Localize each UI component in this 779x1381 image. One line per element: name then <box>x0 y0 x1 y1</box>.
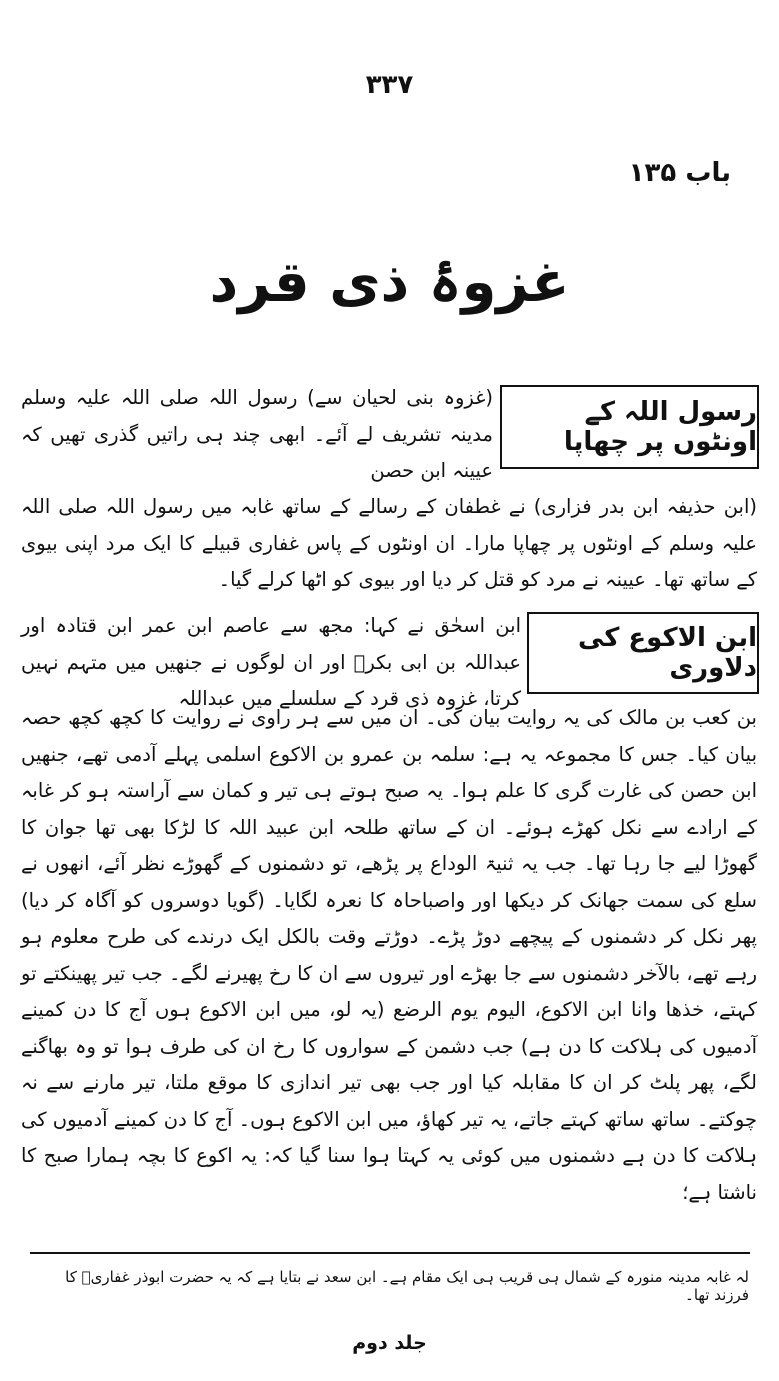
page-title: غزوۂ ذی قرد <box>209 250 570 315</box>
section1-side-text: (غزوہ بنی لحیان سے) رسول اللہ صلی اللہ علیہ وسلم مدینہ تشریف لے آئے۔ ابھی چند ہی راتیں گذری تھیں کہ عیینہ ابن حصن <box>21 386 493 482</box>
chapter-label: باب ۱۳۵ <box>628 158 731 188</box>
section2-body-text: بن کعب بن مالک کی یہ روایت بیان کی۔ ان میں سے ہر راوی نے روایت کا کچھ کچھ حصہ بیان کیا۔ جس کا مجموعہ یہ ہے: سلمہ بن عمرو بن الاکوع اسلمی پہلے آدمی تھے، جنھیں ابن حصن کی غارت گری کا علم ہوا۔ یہ صبح ہوتے ہی تیر و کمان سے آراستہ ہو کر غابہ کے ارادے سے نکل کھڑے ہوئے۔ ان کے ساتھ طلحہ ابن عبید اللہ کا لڑکا بھی تھا جوان کا گھوڑا لیے جا رہا تھا۔ جب یہ ثنیۃ الوداع پر پڑھے، تو دشمنوں کے گھوڑے نظر آئے، انھوں نے سلع کی سمت جھانک کر دیکھا اور واصباحاہ کا نعرہ لگایا۔ (گویا دوسروں کو آگاہ کر دیا) پھر نکل کر دشمنوں کے پیچھے دوڑ پڑے۔ دوڑتے وقت بالکل ایک درندے کی طرح معلوم ہو رہے تھے، بالآخر دشمنوں سے جا بھڑے اور تیروں سے ان کا رخ پھیرنے لگے۔ جب تیر پھینکتے تو کہتے، خذھا وانا ابن الاکوع، الیوم یوم الرضع (یہ لو، میں ابن الاکوع ہوں آج کا دن کمینے آدمیوں کی ہلاکت کا دن ہے) جب دشمن کے سواروں کا رخ ان کی طرف ہوا تو وہ بھاگنے لگے، پھر پلٹ کر ان کا مقابلہ کیا اور جب بھی تیر اندازی کا موقع ملتا، تیر مارنے سے نہ چوکتے۔ ساتھ ساتھ کہتے جاتے، یہ تیر کھاؤ، میں ابن الاکوع ہوں۔ آج کا دن کمینے آدمیوں کی ہلاکت کا دن ہے دشمنوں میں کوئی یہ کہتا ہوا سنا گیا کہ: یہ اکوع کا بچہ ہمارا صبح کا ناشتا ہے؛ <box>21 706 757 1204</box>
footnote-divider <box>30 1252 750 1254</box>
footnote: لہ غابہ مدینہ منورہ کے شمال ہی قریب ہی ایک مقام ہے۔ ابن سعد نے بتایا ہے کہ یہ حضرت ابوذر غفاریؓ کا فرزند تھا۔ <box>65 1268 749 1304</box>
section2-heading-box <box>527 612 759 694</box>
section2-side-text: ابن اسحٰق نے کہا: مجھ سے عاصم ابن عمر ابن قتادہ اور عبداللہ بن ابی بکرؓ اور ان لوگوں نے جنھیں میں متہم نہیں کرتا، غزوہ ذی قرد کے سلسلے میں عبداللہ <box>21 614 521 710</box>
section1-heading-box <box>500 385 759 469</box>
page-number: ۳۳۷ <box>365 70 414 100</box>
section1-heading: رسول اللہ کے اونٹوں پر چھاپا <box>563 397 757 457</box>
section1-body-text: (ابن حذیفہ ابن بدر فزاری) نے غطفان کے رسالے کے ساتھ غابہ میں رسول اللہ صلی اللہ علیہ وسلم کے اونٹوں پر چھاپا مارا۔ ان اونٹوں کے پاس غفاری قبیلے کا ایک مرد اپنی بیوی کے ساتھ تھا۔ عیینہ نے مرد کو قتل کر دیا اور بیوی کو اٹھا کرلے گیا۔ <box>21 495 757 591</box>
volume-label: جلد دوم <box>352 1332 427 1354</box>
section2-heading: ابن الاکوع کی دلاوری <box>577 623 757 683</box>
